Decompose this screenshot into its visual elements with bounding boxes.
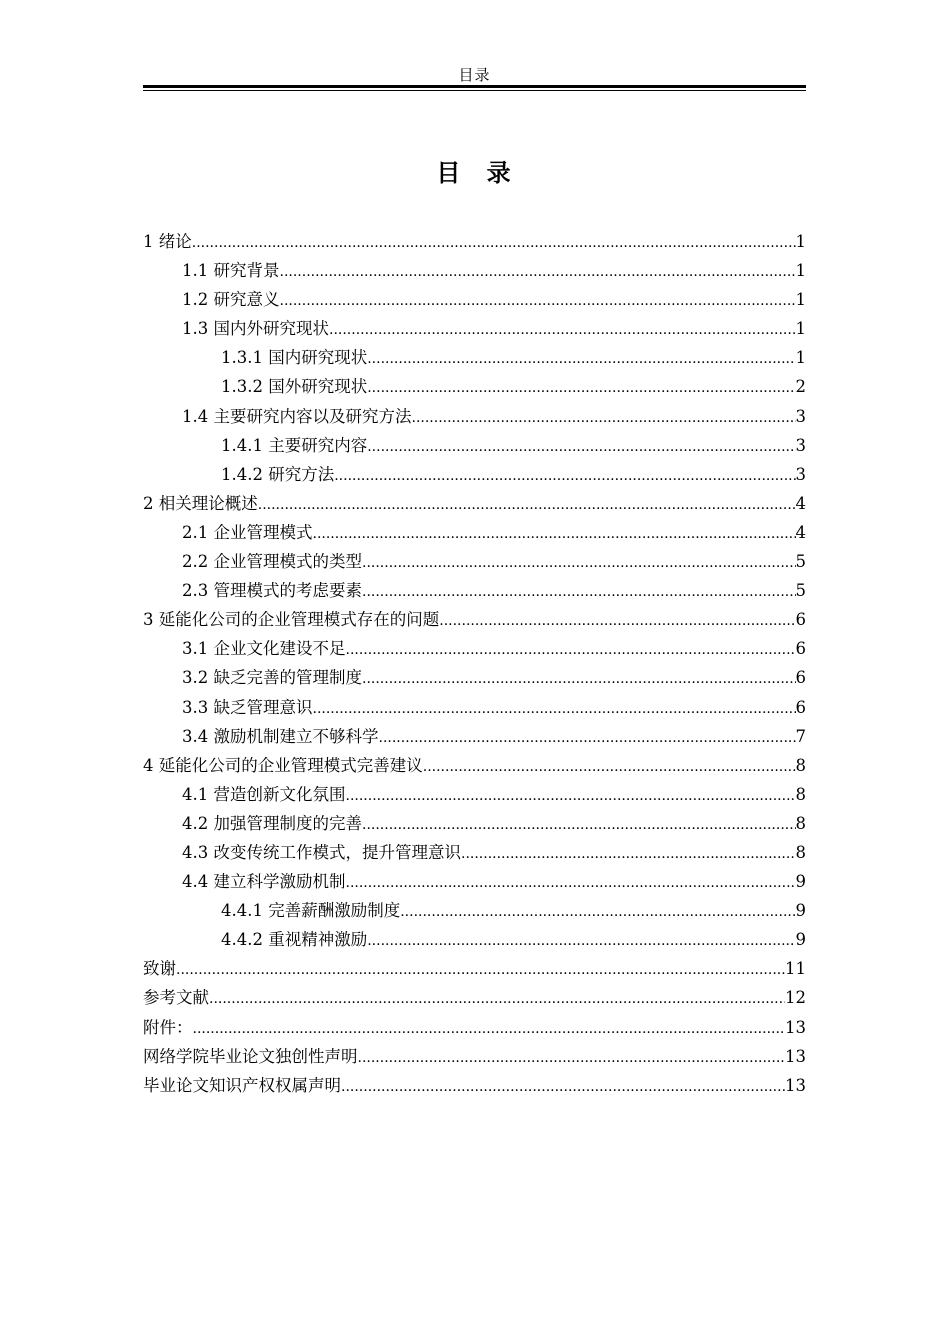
toc-entry[interactable] bbox=[143, 634, 806, 663]
toc-entry[interactable] bbox=[143, 867, 806, 896]
toc-entry-label: 网络学院毕业论文独创性声明 bbox=[143, 1046, 358, 1066]
toc-entry-text bbox=[221, 896, 400, 925]
toc-entry-text bbox=[221, 460, 334, 489]
toc-entry-text bbox=[221, 431, 367, 460]
toc-entry-label: 毕业论文知识产权权属声明 bbox=[143, 1075, 341, 1095]
toc-entry[interactable] bbox=[143, 605, 806, 634]
toc-entry-number: 1.4.2 bbox=[221, 464, 263, 484]
toc-dot-leader bbox=[412, 404, 796, 433]
toc-page-number: 4 bbox=[795, 522, 806, 542]
toc-entry[interactable] bbox=[143, 809, 806, 838]
toc-page-number: 1 bbox=[795, 290, 806, 310]
toc-list bbox=[143, 227, 806, 1100]
toc-entry-label: 国内外研究现状 bbox=[213, 319, 329, 339]
toc-entry[interactable] bbox=[143, 256, 806, 285]
toc-entry[interactable] bbox=[143, 1071, 806, 1100]
toc-entry-number: 4.4.1 bbox=[221, 901, 263, 921]
toc-dot-leader bbox=[367, 927, 795, 956]
toc-entry-label: 改变传统工作模式，提升管理意识 bbox=[213, 842, 461, 862]
toc-dot-leader bbox=[313, 520, 796, 549]
toc-dot-leader bbox=[280, 287, 796, 316]
toc-entry-text bbox=[221, 925, 367, 954]
toc-entry[interactable] bbox=[143, 722, 806, 751]
toc-page-number: 13 bbox=[785, 1075, 806, 1095]
toc-entry-number: 1.2 bbox=[182, 290, 209, 310]
toc-dot-leader bbox=[346, 869, 796, 898]
toc-dot-leader bbox=[358, 1044, 786, 1073]
toc-entry[interactable] bbox=[143, 547, 806, 576]
toc-dot-leader bbox=[423, 753, 796, 782]
toc-dot-leader bbox=[346, 636, 796, 665]
toc-entry-label: 延能化公司的企业管理模式完善建议 bbox=[158, 755, 423, 775]
toc-page-number: 8 bbox=[795, 755, 806, 775]
toc-page-number: 5 bbox=[795, 552, 806, 572]
toc-entry-label: 国内研究现状 bbox=[268, 348, 368, 368]
toc-entry-number: 2.3 bbox=[182, 581, 209, 601]
toc-entry[interactable] bbox=[143, 780, 806, 809]
toc-page-number: 11 bbox=[785, 959, 806, 979]
toc-entry-label: 国外研究现状 bbox=[268, 377, 368, 397]
toc-entry-label: 主要研究内容 bbox=[268, 435, 368, 455]
toc-entry-label: 研究背景 bbox=[213, 261, 280, 281]
toc-page-number: 6 bbox=[795, 610, 806, 630]
toc-entry-label: 企业文化建设不足 bbox=[213, 639, 346, 659]
toc-entry-label: 重视精神激励 bbox=[268, 930, 368, 950]
toc-dot-leader bbox=[362, 549, 796, 578]
toc-entry-label: 加强管理制度的完善 bbox=[213, 813, 362, 833]
toc-entry[interactable] bbox=[143, 460, 806, 489]
toc-dot-leader bbox=[362, 578, 796, 607]
toc-entry-text bbox=[182, 402, 412, 431]
toc-entry-text bbox=[143, 751, 423, 780]
toc-dot-leader bbox=[461, 840, 796, 869]
toc-entry-label: 主要研究内容以及研究方法 bbox=[213, 406, 412, 426]
toc-entry-number: 3.2 bbox=[182, 668, 209, 688]
toc-entry[interactable] bbox=[143, 693, 806, 722]
toc-entry-label: 激励机制建立不够科学 bbox=[213, 726, 379, 746]
toc-page-number: 13 bbox=[785, 1017, 806, 1037]
toc-entry-text bbox=[143, 1013, 193, 1042]
toc-page-number: 3 bbox=[795, 435, 806, 455]
toc-entry-number: 1.3 bbox=[182, 319, 209, 339]
toc-entry-label: 附件： bbox=[143, 1017, 193, 1037]
toc-page-number: 9 bbox=[795, 872, 806, 892]
toc-page-number: 5 bbox=[795, 581, 806, 601]
toc-entry[interactable] bbox=[143, 1042, 806, 1071]
toc-entry-text bbox=[182, 838, 461, 867]
toc-page-number: 12 bbox=[785, 988, 806, 1008]
toc-entry[interactable] bbox=[143, 663, 806, 692]
toc-dot-leader bbox=[209, 985, 785, 1014]
toc-entry-label: 研究方法 bbox=[268, 464, 335, 484]
toc-entry[interactable] bbox=[143, 227, 806, 256]
toc-page-number: 6 bbox=[795, 639, 806, 659]
toc-entry-number: 1.4.1 bbox=[221, 435, 263, 455]
toc-entry[interactable] bbox=[143, 431, 806, 460]
toc-entry-number: 4.4 bbox=[182, 872, 209, 892]
toc-entry-text bbox=[143, 605, 439, 634]
toc-dot-leader bbox=[367, 433, 795, 462]
toc-entry-number: 4.4.2 bbox=[221, 930, 263, 950]
toc-entry-label: 参考文献 bbox=[143, 988, 209, 1008]
toc-entry-number: 1.4 bbox=[182, 406, 209, 426]
toc-dot-leader bbox=[379, 724, 796, 753]
toc-entry-number: 4.1 bbox=[182, 784, 209, 804]
toc-entry[interactable] bbox=[143, 954, 806, 983]
toc-dot-leader bbox=[193, 1015, 786, 1044]
toc-dot-leader bbox=[439, 607, 795, 636]
toc-entry-text bbox=[182, 576, 362, 605]
header-rule-thick bbox=[143, 85, 806, 88]
toc-dot-leader bbox=[362, 665, 796, 694]
toc-entry[interactable] bbox=[143, 285, 806, 314]
toc-page-number: 1 bbox=[795, 319, 806, 339]
toc-entry-label: 企业管理模式 bbox=[213, 522, 313, 542]
toc-entry-number: 4.3 bbox=[182, 842, 209, 862]
toc-entry-number: 2 bbox=[143, 493, 154, 513]
toc-dot-leader bbox=[280, 258, 796, 287]
header-rule-thin bbox=[143, 90, 806, 91]
toc-page-number: 8 bbox=[795, 813, 806, 833]
toc-entry-text bbox=[182, 867, 346, 896]
toc-entry-number: 1.3.1 bbox=[221, 348, 263, 368]
toc-entry-label: 管理模式的考虑要素 bbox=[213, 581, 362, 601]
toc-page-number: 6 bbox=[795, 697, 806, 717]
toc-dot-leader bbox=[346, 782, 796, 811]
toc-dot-leader bbox=[313, 695, 796, 724]
toc-entry-text bbox=[182, 693, 313, 722]
toc-entry[interactable] bbox=[143, 1013, 806, 1042]
toc-entry-label: 研究意义 bbox=[213, 290, 280, 310]
toc-page-number: 9 bbox=[795, 930, 806, 950]
toc-entry-text bbox=[182, 314, 329, 343]
toc-entry-number: 1.3.2 bbox=[221, 377, 263, 397]
toc-dot-leader bbox=[176, 956, 785, 985]
toc-page-number: 3 bbox=[795, 406, 806, 426]
toc-entry-number: 4.2 bbox=[182, 813, 209, 833]
toc-entry-text bbox=[221, 343, 367, 372]
toc-entry[interactable] bbox=[143, 314, 806, 343]
toc-entry[interactable] bbox=[143, 751, 806, 780]
toc-entry[interactable] bbox=[143, 372, 806, 401]
toc-entry-label: 完善薪酬激励制度 bbox=[268, 901, 401, 921]
toc-entry-text bbox=[182, 634, 346, 663]
toc-entry[interactable] bbox=[143, 518, 806, 547]
toc-entry[interactable] bbox=[143, 925, 806, 954]
toc-entry-text bbox=[143, 983, 209, 1012]
toc-page-number: 8 bbox=[795, 842, 806, 862]
toc-page-number: 1 bbox=[795, 261, 806, 281]
toc-entry-text bbox=[143, 489, 258, 518]
toc-page-number: 3 bbox=[795, 464, 806, 484]
toc-entry-text bbox=[182, 256, 280, 285]
toc-entry-text bbox=[143, 227, 192, 256]
toc-entry[interactable] bbox=[143, 343, 806, 372]
toc-page-number: 6 bbox=[795, 668, 806, 688]
toc-entry-number: 3 bbox=[143, 610, 154, 630]
toc-title: 目 录 bbox=[436, 159, 513, 187]
toc-dot-leader bbox=[341, 1073, 785, 1102]
toc-page-number: 1 bbox=[795, 348, 806, 368]
toc-dot-leader bbox=[258, 491, 796, 520]
toc-page-number: 4 bbox=[795, 493, 806, 513]
toc-entry-text bbox=[182, 518, 313, 547]
toc-entry-number: 3.1 bbox=[182, 639, 209, 659]
page-header: 目录 bbox=[458, 66, 491, 84]
toc-entry[interactable] bbox=[143, 983, 806, 1012]
toc-dot-leader bbox=[400, 898, 795, 927]
toc-entry-label: 绪论 bbox=[158, 232, 192, 251]
toc-entry-number: 3.4 bbox=[182, 726, 209, 746]
toc-entry-text bbox=[182, 663, 362, 692]
toc-entry-number: 3.3 bbox=[182, 697, 209, 717]
toc-entry-text bbox=[182, 780, 346, 809]
toc-dot-leader bbox=[367, 374, 795, 403]
toc-entry-number: 1 bbox=[143, 232, 154, 251]
toc-entry[interactable] bbox=[143, 489, 806, 518]
toc-entry-label: 延能化公司的企业管理模式存在的问题 bbox=[158, 610, 440, 630]
toc-page-number: 8 bbox=[795, 784, 806, 804]
toc-entry-text bbox=[143, 1042, 358, 1071]
toc-entry[interactable] bbox=[143, 402, 806, 431]
toc-entry-text bbox=[182, 809, 362, 838]
toc-entry-text bbox=[182, 722, 379, 751]
toc-entry-text bbox=[182, 285, 280, 314]
toc-entry-number: 2.1 bbox=[182, 522, 209, 542]
toc-dot-leader bbox=[334, 462, 795, 491]
toc-entry[interactable] bbox=[143, 896, 806, 925]
toc-entry-label: 企业管理模式的类型 bbox=[213, 552, 362, 572]
toc-entry-number: 2.2 bbox=[182, 552, 209, 572]
toc-page-number: 1 bbox=[795, 232, 806, 251]
toc-entry-text bbox=[143, 954, 176, 983]
toc-page-number: 7 bbox=[795, 726, 806, 746]
toc-entry-number: 1.1 bbox=[182, 261, 209, 281]
toc-entry-text bbox=[221, 372, 367, 401]
toc-entry-label: 相关理论概述 bbox=[158, 493, 258, 513]
toc-entry-label: 缺乏管理意识 bbox=[213, 697, 313, 717]
toc-page-number: 9 bbox=[795, 901, 806, 921]
toc-dot-leader bbox=[362, 811, 796, 840]
toc-entry[interactable] bbox=[143, 576, 806, 605]
toc-dot-leader bbox=[367, 345, 795, 374]
toc-entry[interactable] bbox=[143, 838, 806, 867]
toc-entry-number: 4 bbox=[143, 755, 154, 775]
toc-entry-text bbox=[143, 1071, 341, 1100]
toc-page-number: 2 bbox=[795, 377, 806, 397]
toc-entry-label: 致谢 bbox=[143, 959, 176, 979]
toc-entry-text bbox=[182, 547, 362, 576]
toc-page-number: 13 bbox=[785, 1046, 806, 1066]
toc-dot-leader bbox=[329, 316, 796, 345]
toc-entry-label: 营造创新文化氛围 bbox=[213, 784, 346, 804]
toc-entry-label: 建立科学激励机制 bbox=[213, 872, 346, 892]
toc-entry-label: 缺乏完善的管理制度 bbox=[213, 668, 362, 688]
toc-dot-leader bbox=[192, 229, 796, 258]
